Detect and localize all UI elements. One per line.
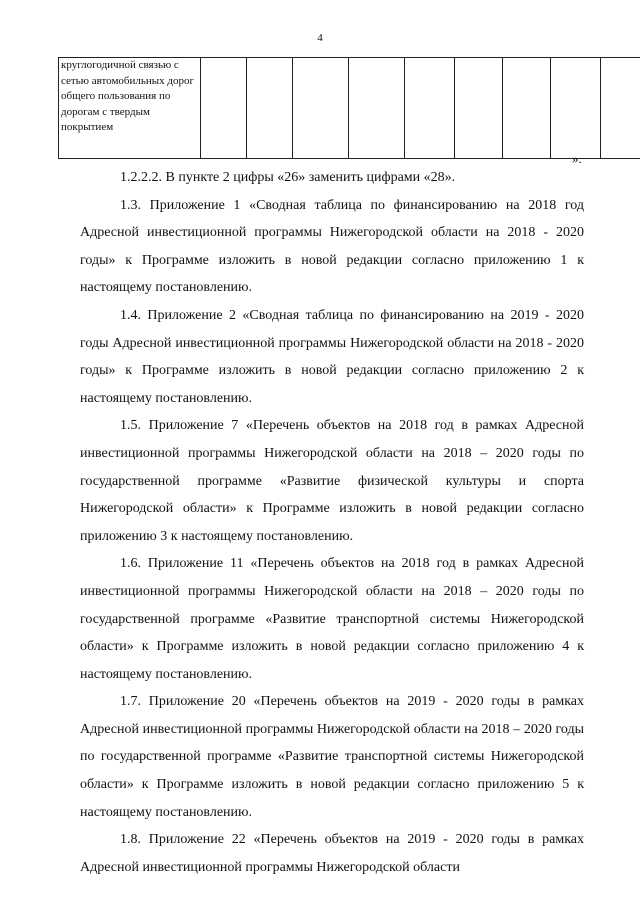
table-cell-description: круглогодичной связью с сетью автомобильных дорог общего пользования по дорогам с твердым покрытием: [59, 58, 201, 159]
table-cell: [551, 58, 601, 159]
table-cell: [201, 58, 247, 159]
paragraph-1-5: 1.5. Приложение 7 «Перечень объектов на 2018 год в рамках Адресной инвестиционной программы Нижегородской области на 2018 – 2020 годы по государственной программе «Развитие физической культуры и спорта Нижегородской области» к Программе изложить в новой редакции согласно приложению 3 к настоящему постановлению.: [80, 418, 584, 544]
table-cell: [601, 58, 640, 159]
paragraph-1-6: 1.6. Приложение 11 «Перечень объектов на 2018 год в рамках Адресной инвестиционной программы Нижегородской области на 2018 – 2020 годы по государственной программе «Развитие транспортной системы Нижегородской области» к Программе изложить в новой редакции согласно приложению 4 к настоящему постановлению.: [80, 556, 584, 682]
paragraph-1-3: 1.3. Приложение 1 «Сводная таблица по финансированию на 2018 год Адресной инвестиционной программы Нижегородской области на 2018 - 2020 годы» к Программе изложить в новой редакции согласно приложению 1 к настоящему постановлению.: [80, 197, 584, 296]
document-body: [80, 164, 584, 881]
table-cell: [455, 58, 503, 159]
table-cell: [247, 58, 293, 159]
table-cell: [293, 58, 349, 159]
paragraph-1-7: 1.7. Приложение 20 «Перечень объектов на 2019 - 2020 годы в рамках Адресной инвестиционной программы Нижегородской области на 2018 – 2020 годы по государственной программе «Развитие транспортной системы Нижегородской области» к Программе изложить в новой редакции согласно приложению 5 к настоящему постановлению.: [80, 694, 584, 820]
table-cell: [405, 58, 455, 159]
closing-quote-mark: ».: [572, 151, 582, 166]
continued-table: [58, 57, 640, 159]
table-row: [59, 58, 640, 159]
table-cell: [349, 58, 405, 159]
paragraph-1-4: 1.4. Приложение 2 «Сводная таблица по финансированию на 2019 - 2020 годы Адресной инвестиционной программы Нижегородской области на 2018 - 2020 годы» к Программе изложить в новой редакции согласно приложению 2 к настоящему постановлению.: [80, 307, 584, 406]
paragraph-1-8: 1.8. Приложение 22 «Перечень объектов на 2019 - 2020 годы в рамках Адресной инвестиционной программы Нижегородской области: [80, 832, 584, 875]
page-number: 4: [317, 32, 323, 44]
paragraph-1-2-2-2: 1.2.2.2. В пункте 2 цифры «26» заменить цифрами «28».: [120, 170, 456, 185]
table-cell: [503, 58, 551, 159]
